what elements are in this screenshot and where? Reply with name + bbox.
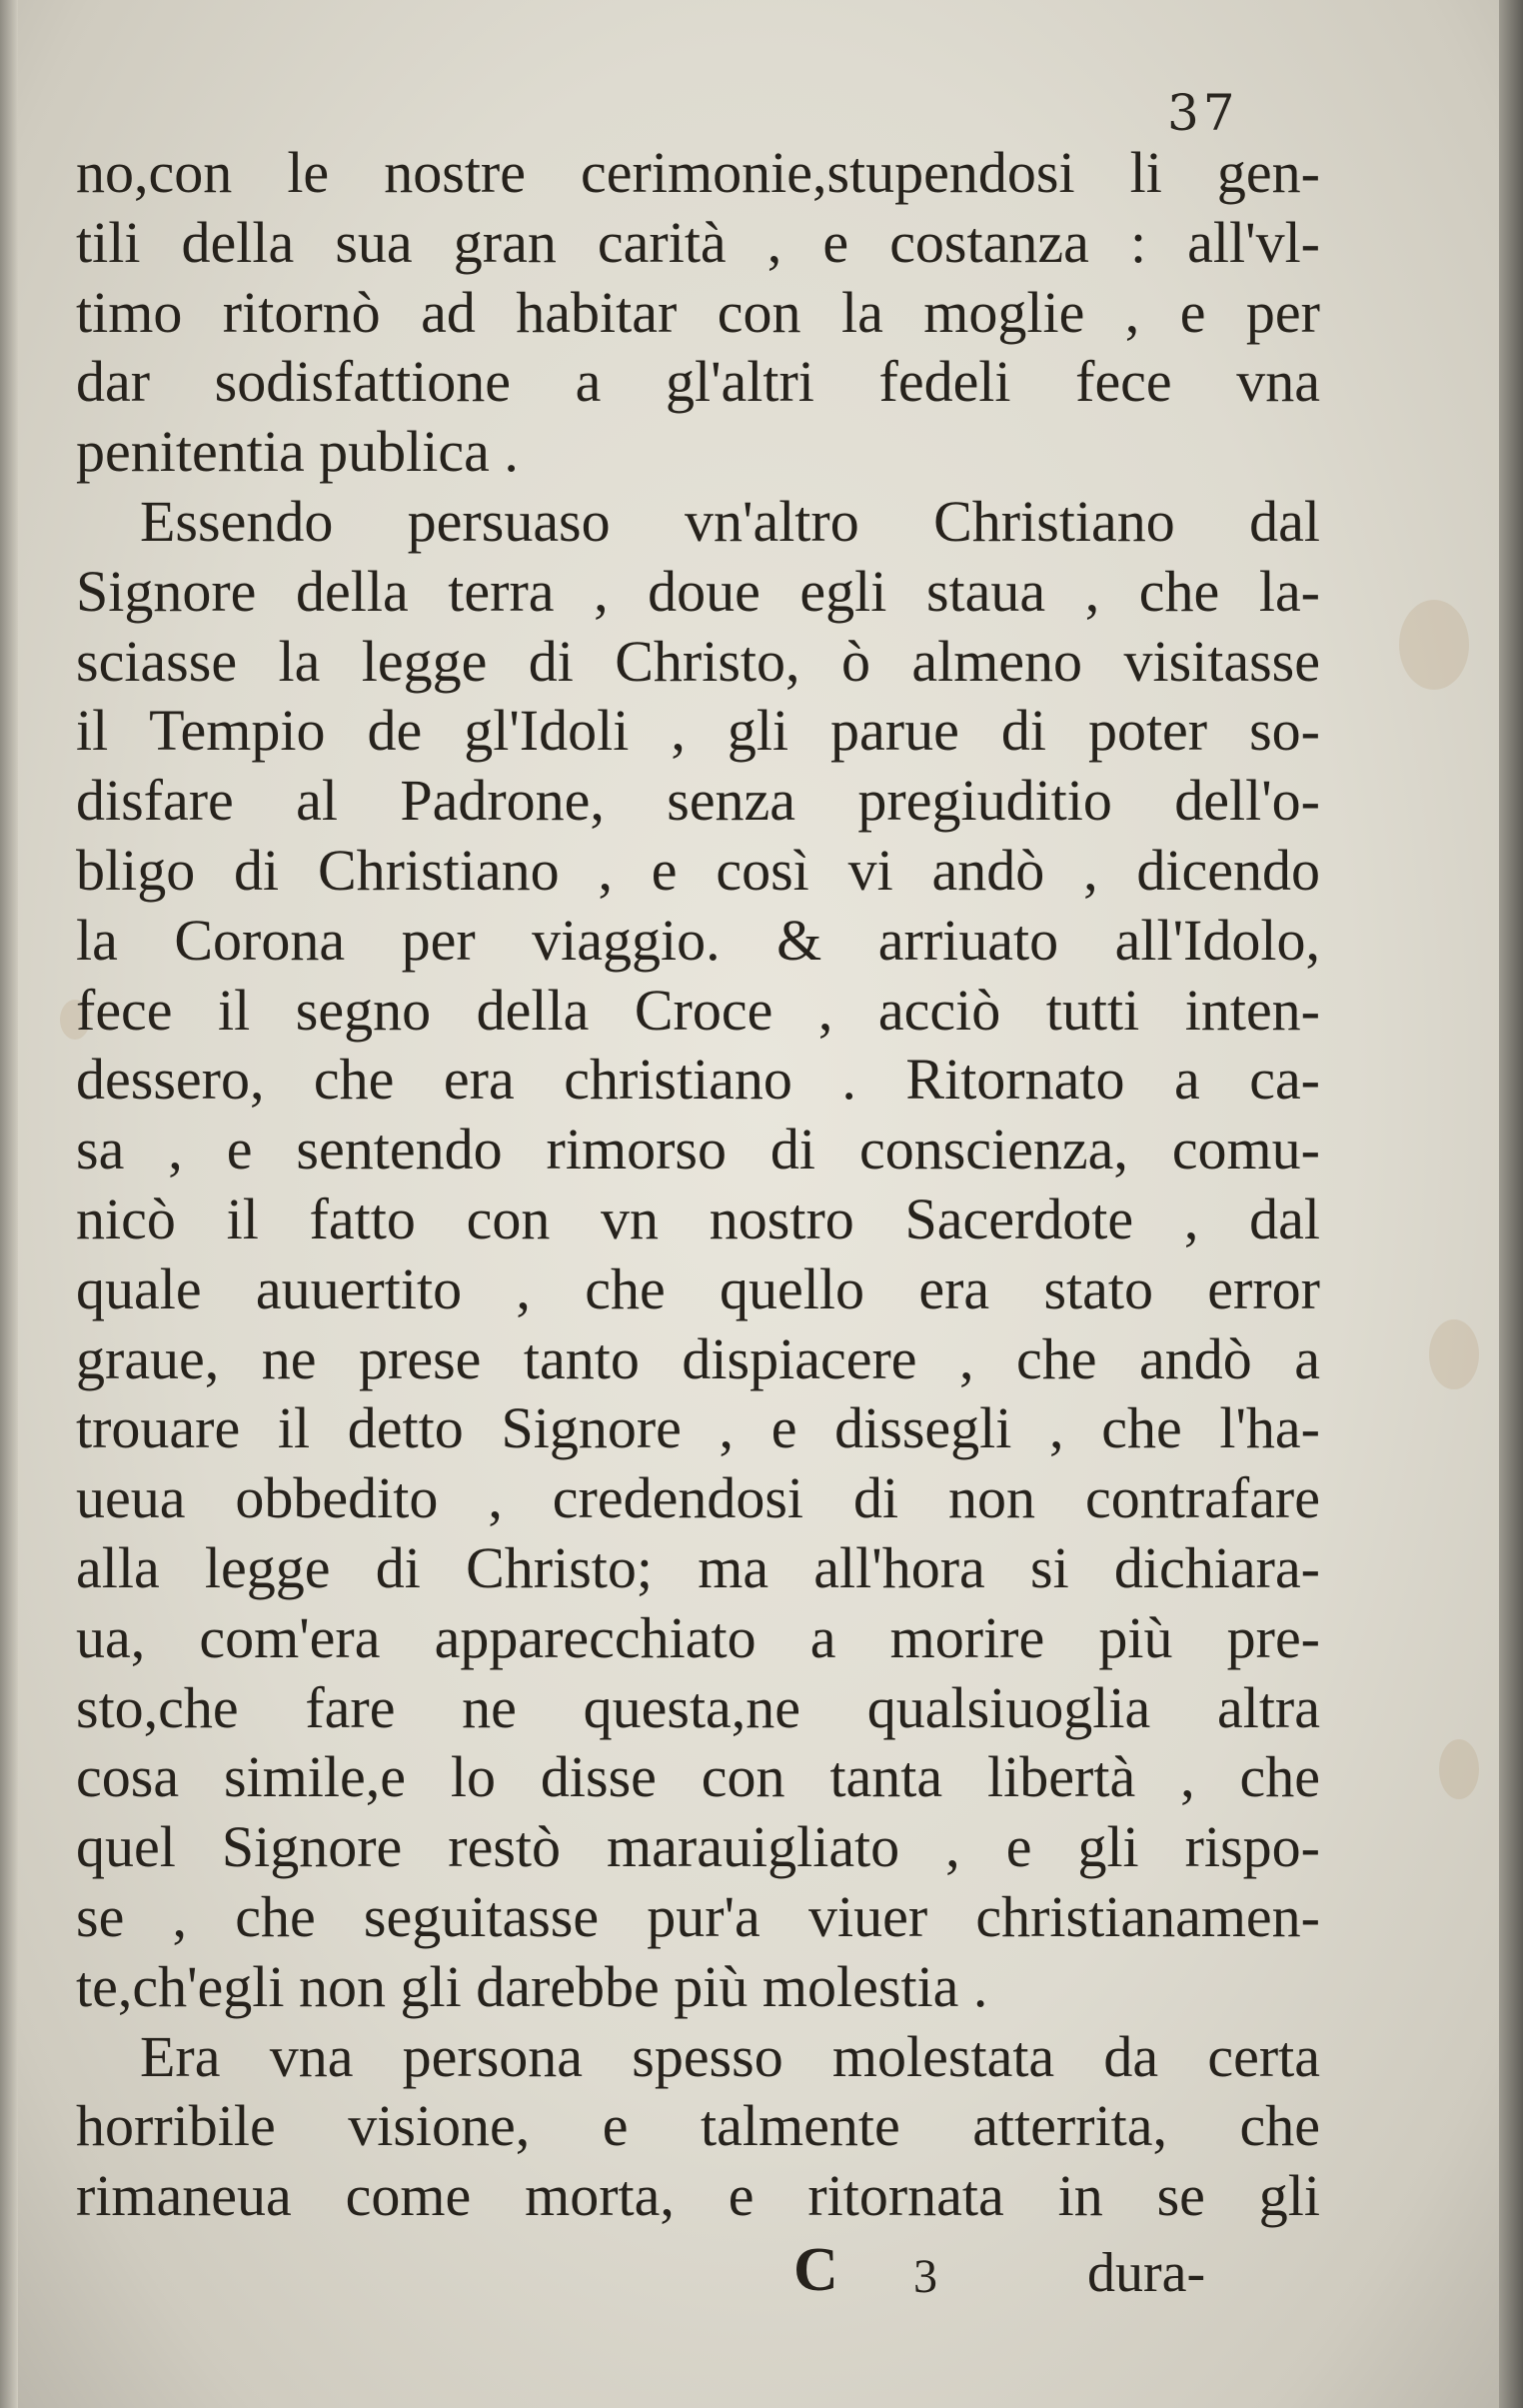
text-line: se , che seguitasse pur'a viuer christianamen- <box>76 1883 1320 1949</box>
text-line: ueua obbedito , credendosi di non contrafare <box>76 1465 1320 1531</box>
text-line: sa , e sentendo rimorso di conscienza, comu- <box>76 1117 1320 1183</box>
signature-number: 3 <box>913 2250 937 2303</box>
text-line: quel Signore restò marauigliato , e gli rispo- <box>76 1814 1320 1880</box>
text-line: Signore della terra , doue egli staua , che la- <box>76 558 1320 624</box>
text-line: bligo di Christiano , e così vi andò , dicendo <box>76 837 1320 903</box>
text-line: rimaneua come morta, e ritornata in se gli <box>76 2163 1320 2229</box>
text-line: cosa simile,e lo disse con tanta libertà , che <box>76 1744 1320 1810</box>
page-footer <box>76 2235 1320 2315</box>
text-line: graue, ne prese tanto dispiacere , che andò a <box>76 1325 1320 1391</box>
text-line: no,con le nostre cerimonie,stupendosi li gen- <box>76 140 1320 205</box>
text-line: la Corona per viaggio. & arriuato all'Idolo, <box>76 907 1320 973</box>
text-line: nicò il fatto con vn nostro Sacerdote , dal <box>76 1186 1320 1251</box>
text-line: quale auuertito , che quello era stato error <box>76 1255 1320 1321</box>
foxing-stain <box>1429 1319 1479 1389</box>
text-line: dessero, che era christiano . Ritornato a ca- <box>76 1047 1320 1113</box>
text-line: alla legge di Christo; ma all'hora si dichiara- <box>76 1534 1320 1600</box>
text-line: dar sodisfattione a gl'altri fedeli fece vna <box>76 349 1320 415</box>
text-line: te,ch'egli non gli darebbe più molestia . <box>76 1953 988 2019</box>
paragraph-start: Essendo persuaso vn'altro Christiano dal <box>140 488 1320 554</box>
text-line: il Tempio de gl'Idoli , gli parue di poter so- <box>76 698 1320 764</box>
page-right-edge <box>1499 0 1523 2408</box>
page-number: 37 <box>1167 84 1239 142</box>
page-left-edge <box>0 0 18 2408</box>
text-line: sto,che fare ne questa,ne qualsiuoglia altra <box>76 1674 1320 1740</box>
text-line: ua, com'era apparecchiato a morire più pre- <box>76 1604 1320 1670</box>
paragraph-start: Era vna persona spesso molestata da certa <box>140 2023 1320 2089</box>
foxing-stain <box>1399 600 1469 690</box>
text-line: disfare al Padrone, senza pregiuditio dell'o- <box>76 768 1320 834</box>
text-line: timo ritornò ad habitar con la moglie , e per <box>76 279 1320 345</box>
text-line: penitentia publica . <box>76 419 519 485</box>
catchword: dura- <box>1087 2242 1206 2304</box>
text-line: tili della sua gran carità , e costanza : all'vl- <box>76 209 1320 275</box>
text-line: horribile visione, e talmente atterrita, che <box>76 2093 1320 2159</box>
foxing-stain <box>1439 1739 1479 1799</box>
text-line: trouare il detto Signore , e dissegli , che l'ha- <box>76 1395 1320 1461</box>
text-line: sciasse la legge di Christo, ò almeno visitasse <box>76 628 1320 694</box>
body-text <box>76 138 1320 2231</box>
text-line: fece il segno della Croce , acciò tutti inten- <box>76 977 1320 1043</box>
signature-mark: C <box>793 2236 838 2304</box>
